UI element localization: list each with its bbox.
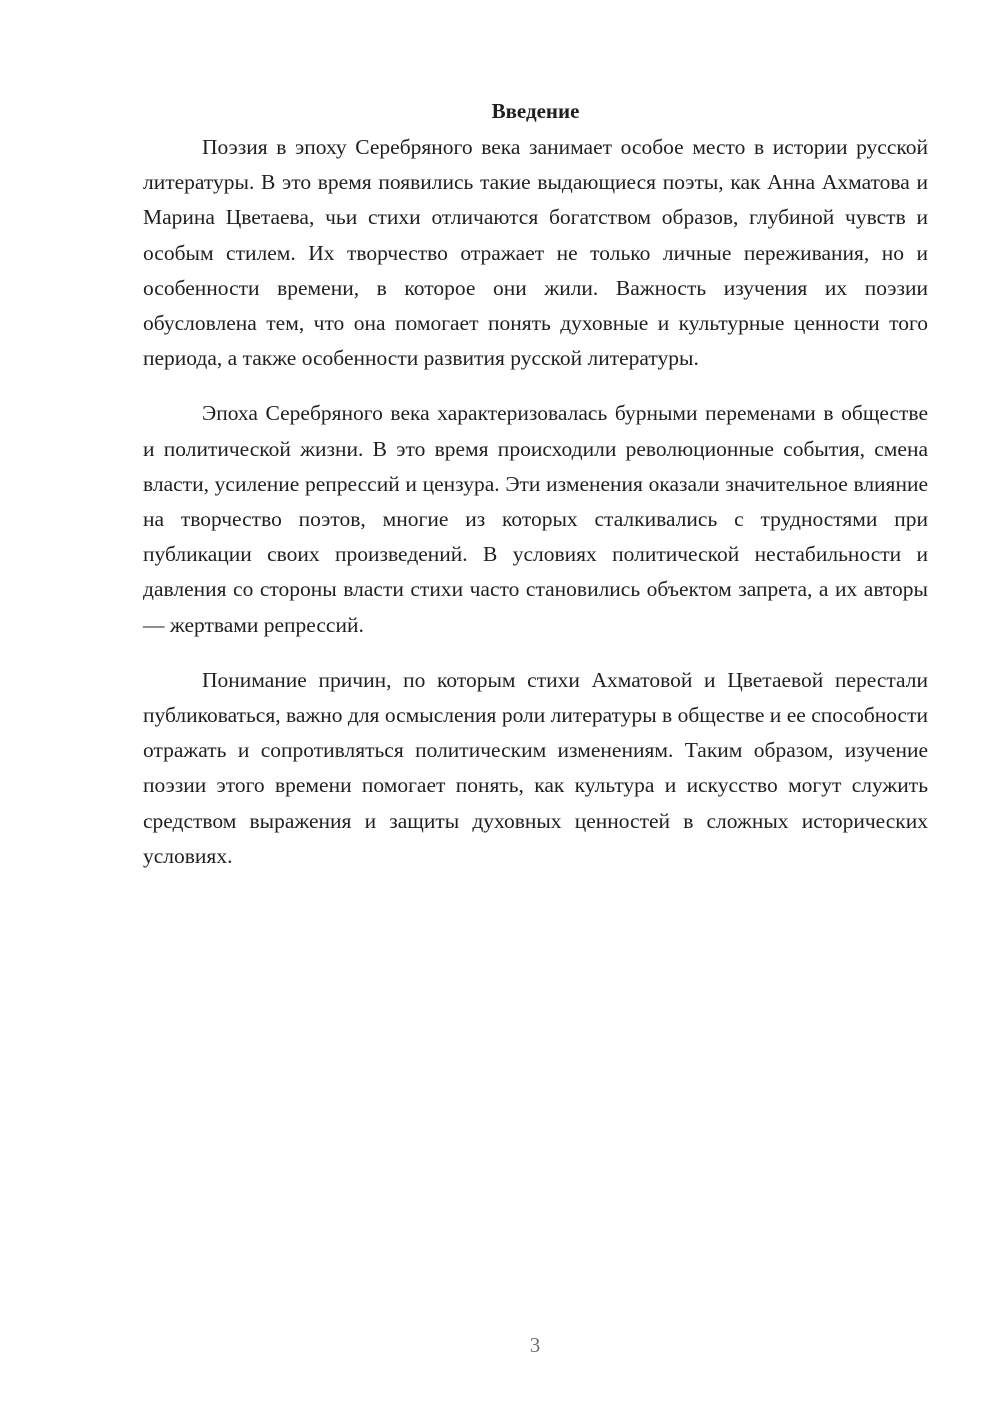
paragraph-1: Поэзия в эпоху Серебряного века занимает особое место в истории русской литературы. В это время появились такие выдающиеся поэты, как Анна Ахматова и Марина Цветаева, чьи стихи отличаются богатством образов, глубиной чувств и особым стилем. Их творчество отражает не только личные переживания, но и особенности времени, в которое они жили. Важность изучения их поэзии обусловлена тем, что она помогает понять духовные и культурные ценности того периода, а также особенности развития русской литературы. xyxy=(143,135,928,371)
page-number: 3 xyxy=(529,1333,541,1357)
paragraph-3: Понимание причин, по которым стихи Ахматовой и Цветаевой перестали публиковаться, важно для осмысления роли литературы в обществе и ее способности отражать и сопротивляться политическим изменениям. Таким образом, изучение поэзии этого времени помогает понять, как культура и искусство могут служить средством выражения и защиты духовных ценностей в сложных исторических условиях. xyxy=(143,667,928,868)
section-heading: Введение xyxy=(491,99,580,123)
document-body xyxy=(143,96,928,894)
paragraph-2: Эпоха Серебряного века характеризовалась бурными переменами в обществе и политической жизни. В это время происходили революционные события, смена власти, усиление репрессий и цензура. Эти изменения оказали значительное влияние на творчество поэтов, многие из которых сталкивались с трудностями при публикации своих произведений. В условиях политической нестабильности и давления со стороны власти стихи часто становились объектом запрета, а их авторы — жертвами репрессий. xyxy=(143,401,928,637)
